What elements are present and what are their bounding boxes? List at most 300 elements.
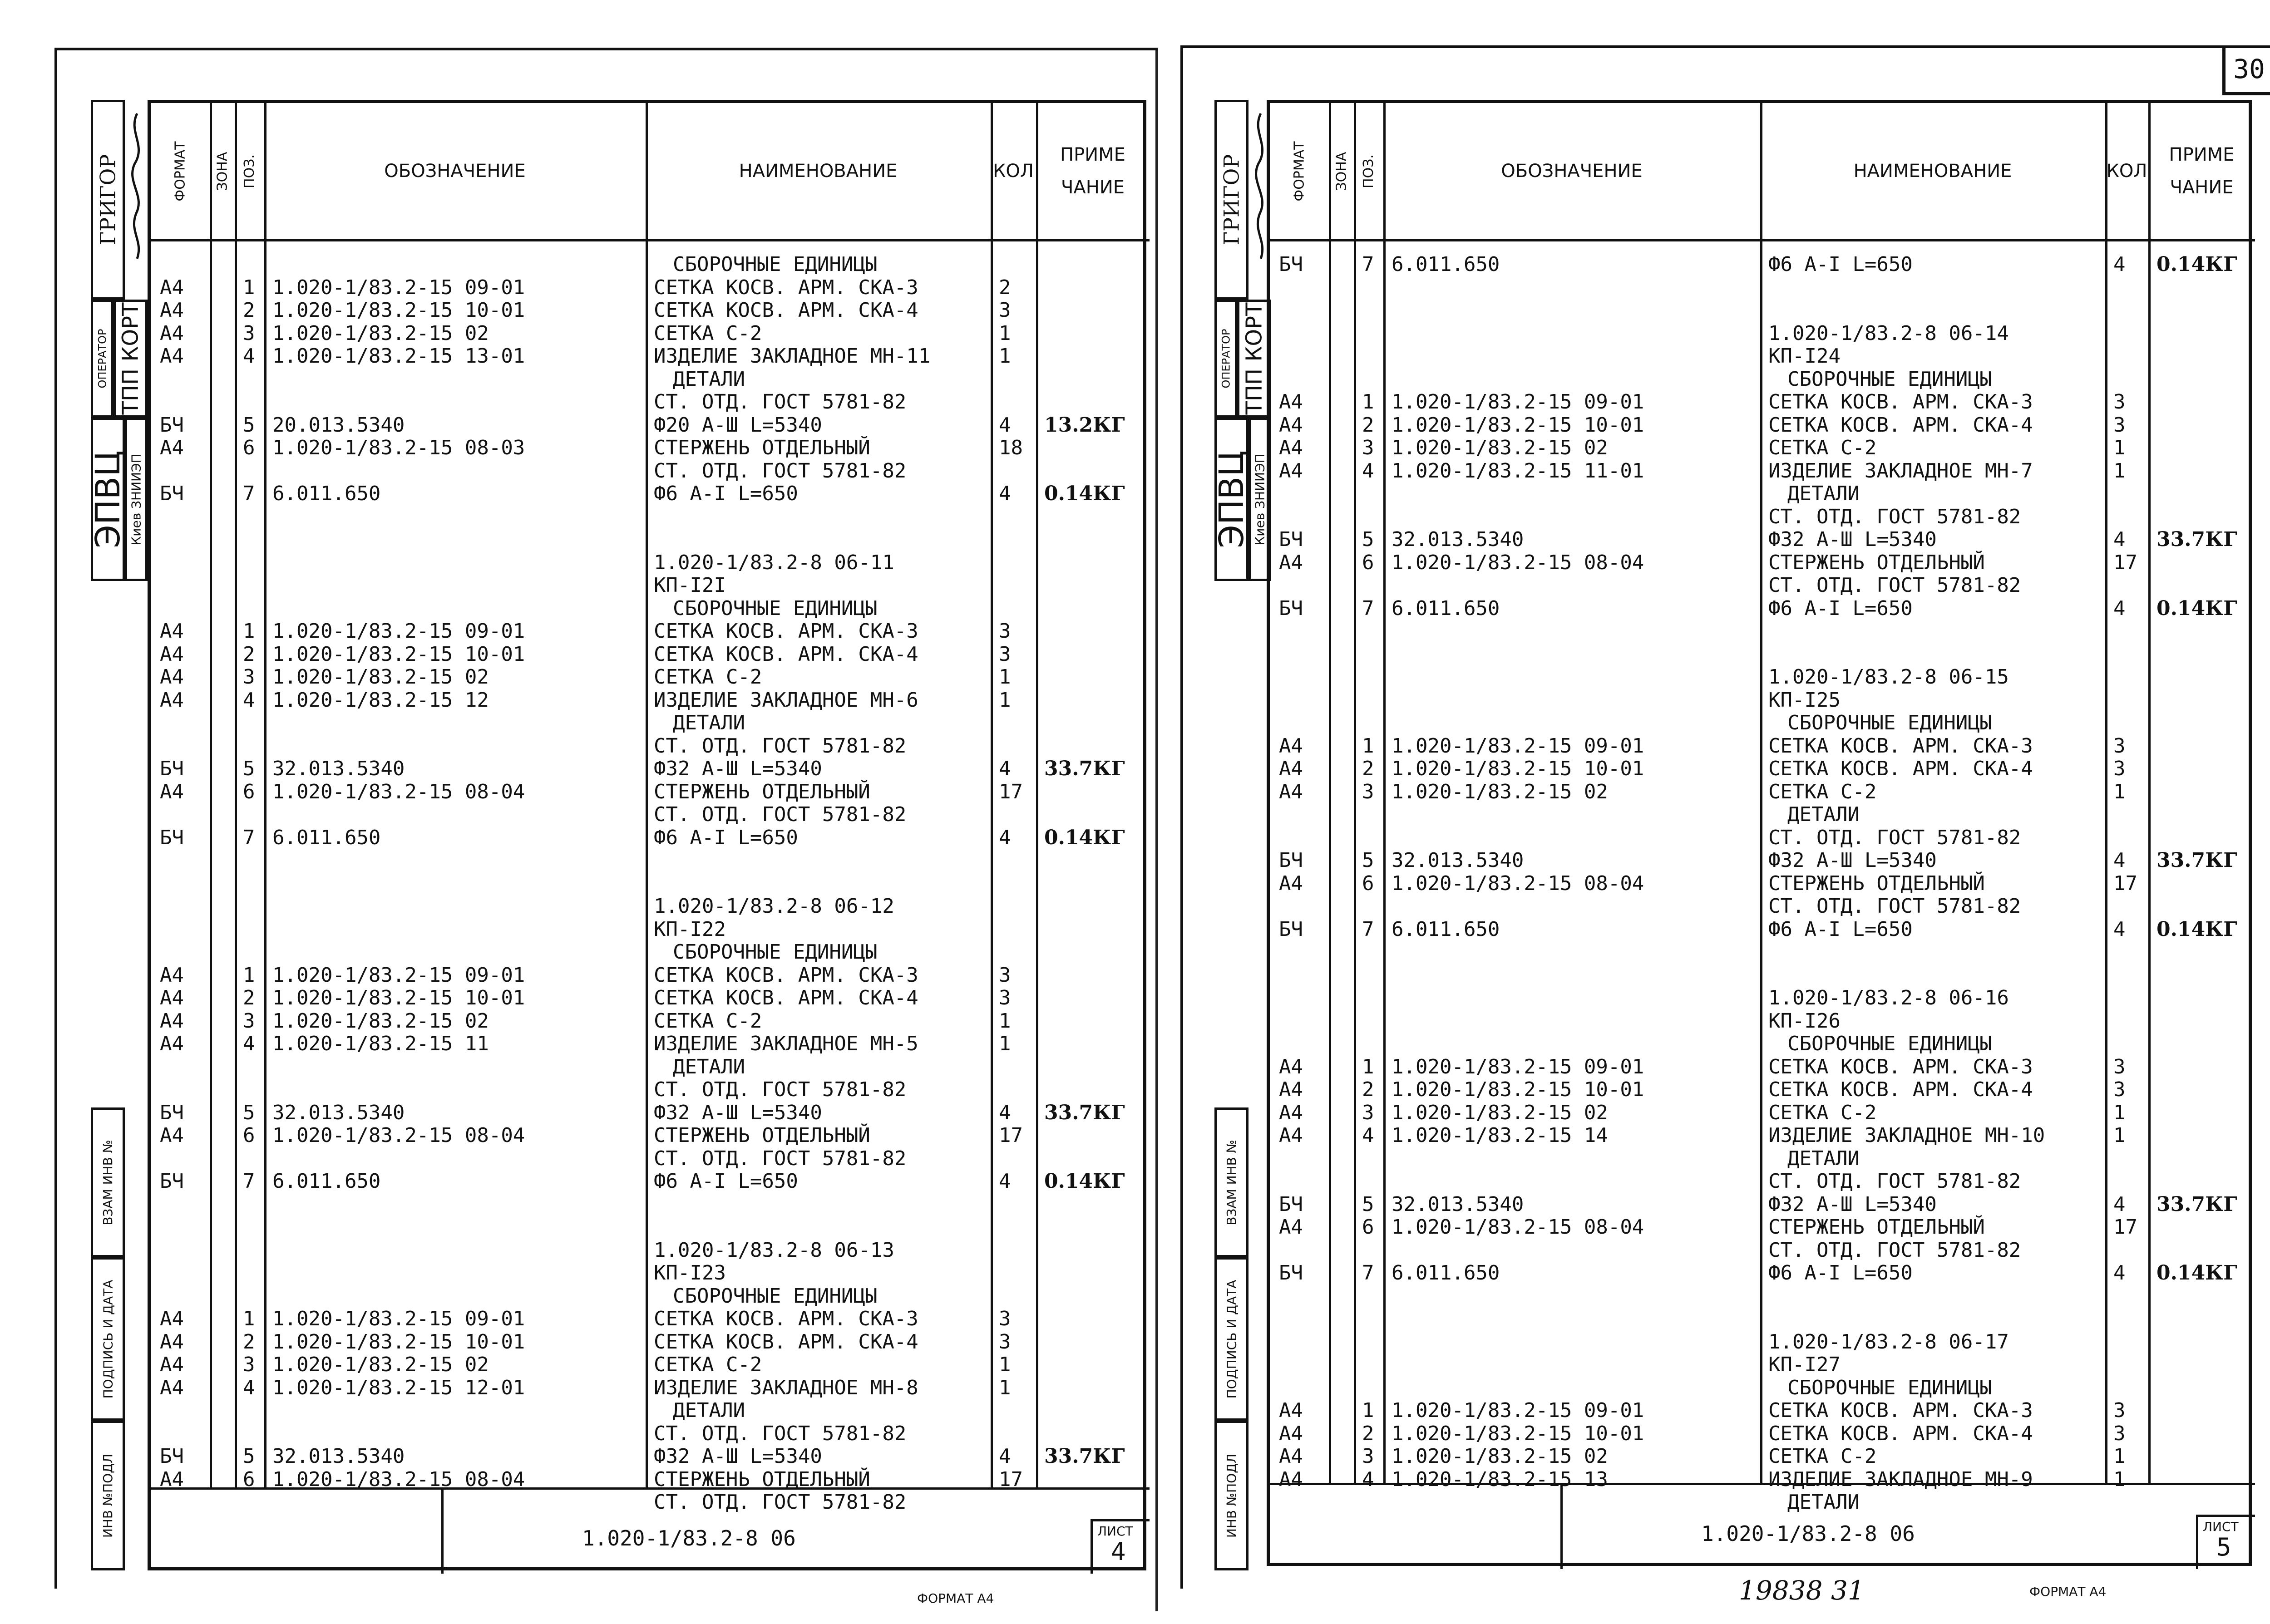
cell-name: Ф32 А-Ш L=5340 (654, 1445, 822, 1468)
cell-name: СТЕРЖЕНЬ ОТДЕЛЬНЫЙ (1768, 871, 1985, 895)
cell-name: СТ. ОТД. ГОСТ 5781-82 (1768, 1170, 2021, 1193)
cell-designation: 6.011.650 (1392, 596, 1500, 620)
cell-note: 0.14КГ (2156, 596, 2237, 620)
title-block-divider (441, 1487, 444, 1574)
cell-name: ДЕТАЛИ (673, 1055, 745, 1078)
cell-pos: 3 (243, 1009, 255, 1033)
cell-name: ИЗДЕЛИЕ ЗАКЛАДНОЕ МН-6 (654, 688, 918, 712)
handwritten-number: 19838 31 (1739, 1575, 1865, 1606)
table-row (1270, 1078, 2255, 1102)
cell-designation: 32.013.5340 (272, 1445, 405, 1468)
cell-name: СЕТКА КОСВ. АРМ. СКА-4 (1768, 413, 2033, 437)
cell-format: А4 (1279, 1422, 1303, 1445)
top-frame-line-right (1180, 45, 2270, 48)
stamp-vzam-text: ВЗАМ ИНВ № (1224, 1139, 1239, 1225)
table-row (151, 436, 1150, 460)
cell-format: А4 (160, 1353, 184, 1376)
left-frame-line (54, 48, 57, 1589)
table-row (151, 780, 1150, 804)
cell-pos: 3 (1362, 780, 1374, 803)
cell-name: Ф6 А-I L=650 (1768, 253, 1913, 276)
cell-name: СТ. ОТД. ГОСТ 5781-82 (654, 803, 907, 826)
table-row (1270, 620, 2255, 643)
table-row (1270, 1055, 2255, 1079)
table-row (1270, 1261, 2255, 1285)
cell-name: 1.020-1/83.2-8 06-13 (654, 1238, 894, 1262)
table-row (151, 322, 1150, 345)
cell-format: А4 (1279, 1101, 1303, 1124)
cell-name: ДЕТАЛИ (1787, 482, 1860, 505)
cell-pos: 7 (243, 482, 255, 505)
cell-name: СТЕРЖЕНЬ ОТДЕЛЬНЫЙ (654, 1124, 870, 1147)
cell-qty: 1 (999, 1376, 1011, 1399)
cell-name: Ф32 А-Ш L=5340 (1768, 528, 1937, 551)
cell-qty: 4 (999, 482, 1011, 505)
cell-format: А4 (1279, 1399, 1303, 1422)
cell-format: А4 (1279, 871, 1303, 895)
cell-qty: 1 (2113, 780, 2126, 803)
table-row (151, 1193, 1150, 1216)
table-row (1270, 528, 2255, 551)
header-zone-label: ЗОНА (214, 152, 230, 191)
table-row (151, 482, 1150, 506)
cell-pos: 5 (1362, 1192, 1374, 1216)
cell-qty: 4 (2113, 253, 2126, 276)
cell-name: СТЕРЖЕНЬ ОТДЕЛЬНЫЙ (1768, 1216, 1985, 1239)
cell-name: СТЕРЖЕНЬ ОТДЕЛЬНЫЙ (654, 436, 870, 459)
cell-format: А4 (1279, 413, 1303, 437)
cell-pos: 7 (243, 1170, 255, 1193)
table-row (1270, 322, 2255, 345)
cell-name: СЕТКА С-2 (1768, 1445, 1877, 1468)
cell-format: А4 (1279, 1467, 1303, 1491)
spread-divider (1155, 50, 1158, 1611)
cell-qty: 3 (999, 642, 1011, 666)
table-row (151, 413, 1150, 437)
cell-format: А4 (1279, 780, 1303, 803)
table-row (1270, 1032, 2255, 1056)
cell-name: ИЗДЕЛИЕ ЗАКЛАДНОЕ МН-5 (654, 1032, 918, 1055)
table-row (1270, 1330, 2255, 1354)
cell-name: Ф32 А-Ш L=5340 (1768, 1192, 1937, 1216)
cell-pos: 3 (1362, 1101, 1374, 1124)
cell-designation: 1.020-1/83.2-15 08-04 (1392, 871, 1644, 895)
table-row (151, 459, 1150, 483)
table-row (1270, 1216, 2255, 1239)
cell-pos: 1 (1362, 734, 1374, 758)
table-row (151, 299, 1150, 322)
cell-designation: 1.020-1/83.2-15 10-01 (1392, 757, 1644, 780)
cell-format: А4 (160, 620, 184, 643)
stamp-grigor-text: ГРИГОР (1219, 154, 1244, 246)
cell-format: А4 (160, 1032, 184, 1055)
cell-name: 1.020-1/83.2-8 06-15 (1768, 665, 2009, 689)
table-row (1270, 689, 2255, 712)
cell-designation: 1.020-1/83.2-15 10-01 (272, 642, 525, 666)
cell-qty: 4 (999, 1101, 1011, 1124)
table-row (151, 551, 1150, 575)
cell-note: 13.2КГ (1044, 413, 1125, 437)
stamp-kiev (125, 418, 148, 581)
cell-qty: 1 (2113, 436, 2126, 459)
header-qty: КОЛ (993, 161, 1034, 182)
cell-note: 0.14КГ (1044, 1170, 1125, 1193)
cell-pos: 6 (243, 1124, 255, 1147)
cell-name: СЕТКА КОСВ. АРМ. СКА-3 (654, 963, 918, 987)
cell-name: СТЕРЖЕНЬ ОТДЕЛЬНЫЙ (654, 1467, 870, 1491)
cell-qty: 4 (999, 826, 1011, 849)
header-zone-label: ЗОНА (1333, 152, 1349, 191)
cell-format: А4 (160, 436, 184, 459)
cell-designation: 1.020-1/83.2-15 08-04 (272, 780, 525, 803)
cell-name: Ф6 А-I L=650 (1768, 596, 1913, 620)
cell-designation: 1.020-1/83.2-15 02 (1392, 780, 1608, 803)
cell-name: ИЗДЕЛИЕ ЗАКЛАДНОЕ МН-11 (654, 344, 931, 368)
cell-format: БЧ (1279, 917, 1303, 941)
cell-format: А4 (160, 1124, 184, 1147)
cell-qty: 3 (999, 986, 1011, 1009)
cell-format: БЧ (160, 482, 184, 505)
cell-format: А4 (1279, 1124, 1303, 1147)
table-row (151, 574, 1150, 597)
cell-name: ИЗДЕЛИЕ ЗАКЛАДНОЕ МН-7 (1768, 459, 2033, 482)
stamp-vzam (91, 1107, 125, 1257)
cell-designation: 6.011.650 (272, 1170, 381, 1193)
cell-name: СБОРОЧНЫЕ ЕДИНИЦЫ (1787, 367, 1992, 391)
table-row (151, 1376, 1150, 1400)
cell-qty: 3 (2113, 1399, 2126, 1422)
cell-designation: 1.020-1/83.2-15 09-01 (272, 1307, 525, 1330)
cell-name: СТ. ОТД. ГОСТ 5781-82 (654, 459, 907, 482)
cell-qty: 1 (2113, 1467, 2126, 1491)
cell-pos: 2 (243, 986, 255, 1009)
cell-note: 33.7КГ (1044, 1445, 1125, 1468)
cell-format: А4 (160, 665, 184, 689)
cell-pos: 4 (1362, 1467, 1374, 1491)
cell-name: СТ. ОТД. ГОСТ 5781-82 (1768, 574, 2021, 597)
cell-pos: 1 (243, 1307, 255, 1330)
table-row (151, 803, 1150, 827)
cell-pos: 2 (243, 299, 255, 322)
table-row (1270, 1307, 2255, 1331)
table-row (151, 734, 1150, 758)
table-row (1270, 734, 2255, 758)
cell-pos: 1 (243, 620, 255, 643)
table-row (151, 1399, 1150, 1422)
stamp-operator-text: ОПЕРАТОР (96, 329, 109, 389)
document-code: 1.020-1/83.2-8 06 (1701, 1521, 1915, 1546)
cell-pos: 2 (1362, 1422, 1374, 1445)
table-row (1270, 1399, 2255, 1422)
cell-designation: 6.011.650 (1392, 253, 1500, 276)
table-row (1270, 1101, 2255, 1125)
table-row (1270, 482, 2255, 506)
cell-name: СЕТКА С-2 (654, 321, 762, 345)
title-block-top (151, 1487, 1150, 1490)
title-block-sheet-divider (2196, 1515, 2198, 1569)
header-pos (1354, 103, 1383, 239)
cell-qty: 17 (2113, 871, 2137, 895)
table-row (1270, 459, 2255, 483)
cell-designation: 1.020-1/83.2-15 09-01 (1392, 734, 1644, 758)
cell-pos: 4 (243, 688, 255, 712)
cell-name: 1.020-1/83.2-8 06-17 (1768, 1330, 2009, 1353)
cell-format: А4 (160, 1376, 184, 1399)
cell-qty: 1 (999, 1009, 1011, 1033)
cell-note: 33.7КГ (1044, 1101, 1125, 1124)
cell-name: ДЕТАЛИ (1787, 803, 1860, 826)
cell-qty: 4 (999, 1170, 1011, 1193)
cell-designation: 6.011.650 (272, 826, 381, 849)
cell-designation: 1.020-1/83.2-15 08-04 (1392, 1216, 1644, 1239)
cell-format: А4 (1279, 1216, 1303, 1239)
cell-name: СЕТКА КОСВ. АРМ. СКА-4 (1768, 757, 2033, 780)
cell-name: СБОРОЧНЫЕ ЕДИНИЦЫ (1787, 1376, 1992, 1399)
cell-name: 1.020-1/83.2-8 06-14 (1768, 321, 2009, 345)
cell-qty: 3 (2113, 390, 2126, 413)
stamp-operator-text: ОПЕРАТОР (1219, 329, 1233, 389)
cell-designation: 1.020-1/83.2-15 13 (1392, 1467, 1608, 1491)
corner-number-box (2222, 45, 2270, 95)
cell-format: А4 (160, 1330, 184, 1353)
cell-designation: 1.020-1/83.2-15 02 (272, 665, 489, 689)
stamp-kiev (1248, 418, 1271, 581)
header-designation: ОБОЗНАЧЕНИЕ (384, 161, 526, 182)
cell-name: КП-I2I (654, 574, 726, 597)
cell-name: СБОРОЧНЫЕ ЕДИНИЦЫ (673, 596, 878, 620)
table-row (1270, 895, 2255, 918)
cell-name: СТ. ОТД. ГОСТ 5781-82 (654, 390, 907, 413)
table-row (151, 1445, 1150, 1468)
table-row (151, 597, 1150, 620)
cell-format: БЧ (160, 413, 184, 437)
stamp-epvc (88, 418, 128, 581)
cell-qty: 17 (999, 1467, 1023, 1491)
table-row (1270, 1170, 2255, 1193)
table-row (1270, 826, 2255, 850)
left-frame-line-right (1180, 45, 1183, 1589)
stamp-operator (1214, 300, 1237, 418)
table-row (1270, 253, 2255, 276)
stamp-inv-text: ИНВ №ПОДЛ (1224, 1453, 1239, 1538)
cell-format: БЧ (160, 1170, 184, 1193)
cell-pos: 6 (243, 436, 255, 459)
sheet-number: 4 (1111, 1537, 1126, 1566)
table-row (151, 1330, 1150, 1354)
cell-qty: 17 (2113, 551, 2137, 574)
cell-qty: 1 (2113, 1124, 2126, 1147)
cell-format: А4 (160, 1467, 184, 1491)
cell-qty: 3 (2113, 413, 2126, 437)
table-row (1270, 803, 2255, 827)
cell-designation: 1.020-1/83.2-15 09-01 (272, 276, 525, 299)
cell-pos: 3 (243, 1353, 255, 1376)
cell-pos: 2 (243, 642, 255, 666)
table-row (151, 1491, 1150, 1514)
cell-pos: 6 (243, 1467, 255, 1491)
table-row (151, 940, 1150, 964)
cell-qty: 1 (999, 688, 1011, 712)
stamp-podpis-text: ПОДПИСЬ И ДАТА (100, 1280, 116, 1398)
table-row (151, 1147, 1150, 1171)
cell-designation: 1.020-1/83.2-15 10-01 (1392, 413, 1644, 437)
table-row (151, 1170, 1150, 1193)
cell-designation: 1.020-1/83.2-15 08-04 (1392, 551, 1644, 574)
footer-format-1: ФОРМАТ А4 (917, 1591, 994, 1606)
cell-format: А4 (160, 299, 184, 322)
cell-pos: 1 (1362, 390, 1374, 413)
cell-qty: 1 (999, 665, 1011, 689)
cell-name: ИЗДЕЛИЕ ЗАКЛАДНОЕ МН-10 (1768, 1124, 2045, 1147)
cell-name: СЕТКА КОСВ. АРМ. СКА-4 (1768, 1078, 2033, 1101)
cell-name: СЕТКА С-2 (654, 1353, 762, 1376)
cell-name: СЕТКА КОСВ. АРМ. СКА-3 (654, 1307, 918, 1330)
cell-qty: 4 (999, 413, 1011, 437)
table-row (1270, 1284, 2255, 1308)
cell-name: Ф32 А-Ш L=5340 (654, 757, 822, 780)
cell-pos: 7 (1362, 1261, 1374, 1284)
cell-name: СЕТКА КОСВ. АРМ. СКА-4 (654, 1330, 918, 1353)
cell-name: ИЗДЕЛИЕ ЗАКЛАДНОЕ МН-9 (1768, 1467, 2033, 1491)
table-row (151, 1032, 1150, 1056)
cell-note: 33.7КГ (2156, 849, 2237, 872)
top-frame-line (54, 48, 1158, 50)
table-row (151, 253, 1150, 276)
cell-pos: 2 (243, 1330, 255, 1353)
cell-format: А4 (1279, 551, 1303, 574)
cell-name: СТЕРЖЕНЬ ОТДЕЛЬНЫЙ (654, 780, 870, 803)
cell-pos: 6 (1362, 1216, 1374, 1239)
cell-designation: 1.020-1/83.2-15 11-01 (1392, 459, 1644, 482)
cell-pos: 6 (1362, 551, 1374, 574)
signature-mark (123, 104, 149, 300)
cell-pos: 5 (1362, 528, 1374, 551)
table-row (1270, 1491, 2255, 1514)
table-row (1270, 551, 2255, 575)
cell-designation: 1.020-1/83.2-15 09-01 (272, 963, 525, 987)
stamp-inv (1214, 1421, 1248, 1570)
cell-name: СТ. ОТД. ГОСТ 5781-82 (654, 1078, 907, 1101)
cell-format: БЧ (1279, 1261, 1303, 1284)
table-row (151, 390, 1150, 414)
cell-designation: 1.020-1/83.2-15 09-01 (1392, 1055, 1644, 1078)
cell-name: Ф6 А-I L=650 (1768, 917, 1913, 941)
stamp-vzam-text: ВЗАМ ИНВ № (100, 1139, 116, 1225)
cell-note: 0.14КГ (2156, 1261, 2237, 1284)
cell-qty: 1 (999, 1032, 1011, 1055)
footer-format-2: ФОРМАТ А4 (2029, 1584, 2107, 1599)
table-row (151, 1261, 1150, 1285)
signature-mark (1247, 104, 1273, 300)
header-divider (151, 239, 1150, 241)
cell-pos: 5 (243, 413, 255, 437)
cell-qty: 17 (999, 780, 1023, 803)
cell-format: А4 (1279, 436, 1303, 459)
header-note: ПРИМЕ ЧАНИЕ (1060, 144, 1125, 198)
table-row (1270, 872, 2255, 896)
cell-format: А4 (1279, 459, 1303, 482)
cell-name: СБОРОЧНЫЕ ЕДИНИЦЫ (673, 1284, 878, 1308)
table-row (1270, 711, 2255, 735)
table-row (151, 1353, 1150, 1377)
stamp-tpp-kort-text: ТПП КОРТ (118, 302, 143, 415)
cell-name: СЕТКА КОСВ. АРМ. СКА-4 (654, 986, 918, 1009)
table-row (1270, 757, 2255, 781)
stamp-podpis-text: ПОДПИСЬ И ДАТА (1224, 1280, 1239, 1398)
cell-qty: 1 (2113, 1445, 2126, 1468)
table-row (1270, 940, 2255, 964)
cell-pos: 1 (243, 276, 255, 299)
cell-name: СЕТКА С-2 (654, 1009, 762, 1033)
table-row (151, 1422, 1150, 1446)
cell-pos: 3 (1362, 436, 1374, 459)
table-row (151, 276, 1150, 300)
cell-name: КП-I26 (1768, 1009, 1841, 1033)
cell-qty: 4 (2113, 528, 2126, 551)
cell-format: А4 (160, 1009, 184, 1033)
cell-qty: 4 (2113, 917, 2126, 941)
table-row (151, 1216, 1150, 1239)
cell-designation: 1.020-1/83.2-15 02 (272, 1009, 489, 1033)
stamp-tpp-kort (114, 300, 148, 418)
table-row (1270, 986, 2255, 1010)
cell-name: СЕТКА С-2 (654, 665, 762, 689)
sheet-label: ЛИСТ (1097, 1524, 1133, 1539)
cell-qty: 18 (999, 436, 1023, 459)
cell-name: ИЗДЕЛИЕ ЗАКЛАДНОЕ МН-8 (654, 1376, 918, 1399)
title-block-divider (1560, 1483, 1563, 1569)
cell-note: 33.7КГ (2156, 1192, 2237, 1216)
table-row (1270, 344, 2255, 368)
table-row (1270, 1422, 2255, 1446)
table-row (1270, 1445, 2255, 1468)
cell-name: КП-I22 (654, 917, 726, 941)
stamp-epvc (1212, 418, 1251, 581)
cell-designation: 1.020-1/83.2-15 10-01 (272, 299, 525, 322)
cell-name: СЕТКА КОСВ. АРМ. СКА-3 (1768, 1399, 2033, 1422)
cell-qty: 3 (2113, 734, 2126, 758)
table-row (1270, 1468, 2255, 1491)
cell-designation: 6.011.650 (1392, 917, 1500, 941)
cell-qty: 3 (999, 1307, 1011, 1330)
cell-designation: 1.020-1/83.2-15 09-01 (1392, 390, 1644, 413)
cell-pos: 4 (243, 1032, 255, 1055)
cell-format: А4 (1279, 757, 1303, 780)
cell-format: А4 (1279, 734, 1303, 758)
stamp-tpp-kort (1237, 300, 1271, 418)
table-row (151, 895, 1150, 918)
cell-designation: 32.013.5340 (1392, 528, 1524, 551)
table-row (1270, 780, 2255, 804)
cell-format: А4 (160, 963, 184, 987)
table-row (151, 344, 1150, 368)
cell-format: БЧ (1279, 253, 1303, 276)
cell-pos: 3 (243, 321, 255, 345)
table-row (1270, 1376, 2255, 1400)
table-row (151, 826, 1150, 850)
table-row (1270, 1239, 2255, 1262)
spec-sheet-4 (148, 100, 1146, 1570)
stamp-vzam (1214, 1107, 1248, 1257)
cell-name: ДЕТАЛИ (1787, 1147, 1860, 1170)
cell-name: КП-I24 (1768, 344, 1841, 368)
cell-designation: 32.013.5340 (1392, 1192, 1524, 1216)
header-designation: ОБОЗНАЧЕНИЕ (1501, 161, 1643, 182)
cell-qty: 17 (2113, 1216, 2137, 1239)
table-row (1270, 413, 2255, 437)
cell-name: СЕТКА КОСВ. АРМ. СКА-3 (1768, 1055, 2033, 1078)
table-row (151, 964, 1150, 987)
